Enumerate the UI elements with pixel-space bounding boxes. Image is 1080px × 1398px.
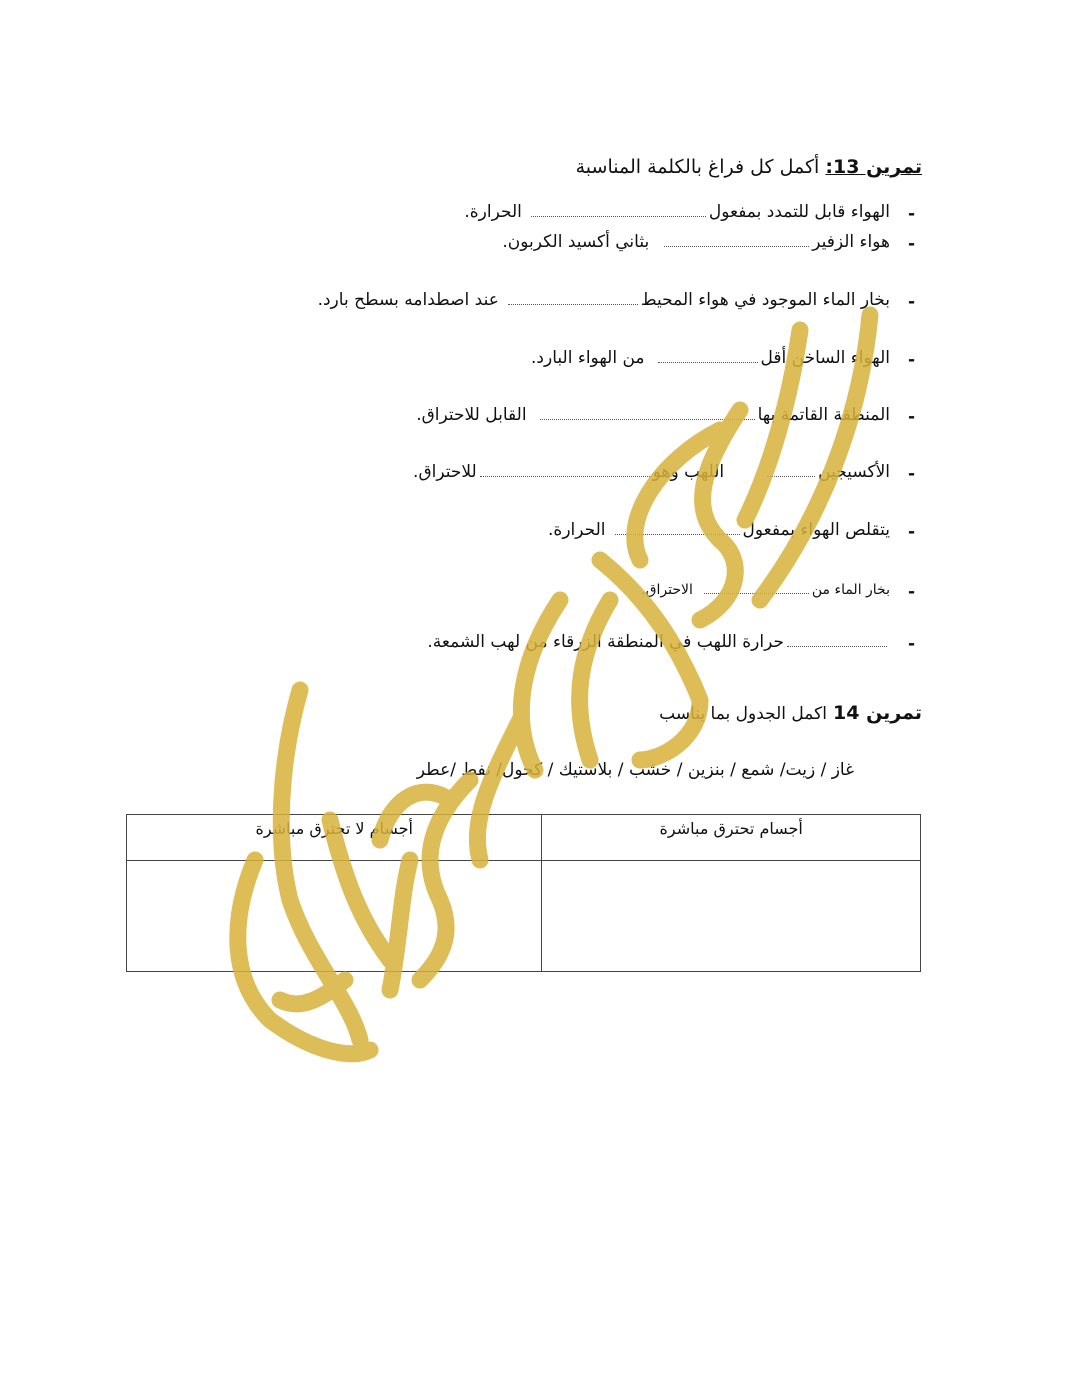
exercise13-label: تمرين 13: <box>825 156 922 178</box>
item-text-after: الحرارة. <box>548 520 606 540</box>
exercise13-item-6 <box>413 462 890 482</box>
exercise13-item-8 <box>641 582 890 598</box>
exercise13-item-7 <box>548 520 890 540</box>
blank-line[interactable] <box>658 361 758 363</box>
exercise14-heading <box>659 702 922 724</box>
blank-line[interactable] <box>615 533 740 535</box>
bullet-dash: - <box>908 464 916 484</box>
exercise13-heading <box>576 156 922 178</box>
item-text-before: بخار الماء من <box>811 582 890 598</box>
exercise14-instruction: اكمل الجدول بما يناسب <box>659 704 827 724</box>
table-row <box>127 861 921 972</box>
exercise13-item-5 <box>416 405 890 425</box>
blank-line[interactable] <box>787 645 887 647</box>
bullet-dash: - <box>908 204 916 224</box>
bullet-dash: - <box>908 292 916 312</box>
table-header-row <box>127 815 921 861</box>
table-cell-burn-directly[interactable] <box>542 861 921 972</box>
item-text-after: عند اصطدامه بسطح بارد. <box>317 290 499 310</box>
bullet-dash: - <box>908 350 916 370</box>
item-text-after: الحرارة. <box>464 202 522 222</box>
item-text-after: بثاني أكسيد الكربون. <box>502 232 650 252</box>
exercise13-instruction: أكمل كل فراغ بالكلمة المناسبة <box>575 156 820 178</box>
watermark-stroke <box>280 980 345 1004</box>
item-text-after: من الهواء البارد. <box>531 348 645 368</box>
exercise13-item-9 <box>427 632 890 652</box>
exercise13-item-1 <box>464 202 890 222</box>
bullet-dash: - <box>908 522 916 542</box>
table-header-burn-directly: أجسام تحترق مباشرة <box>542 815 921 861</box>
blank-line[interactable] <box>767 475 815 477</box>
watermark-stroke <box>580 600 610 760</box>
item-text-middle: اللهب وهو <box>652 462 725 482</box>
table-cell-not-burn-directly[interactable] <box>127 861 542 972</box>
bullet-dash: - <box>908 407 916 427</box>
table-header-not-burn-directly: أجسام لا تحترق مباشرة <box>127 815 542 861</box>
exercise13-item-2 <box>502 232 890 252</box>
exercise13-item-4 <box>531 348 890 368</box>
item-text-before: الهواء قابل للتمدد بمفعول <box>708 202 890 222</box>
blank-line[interactable] <box>480 475 650 477</box>
item-text-before: هواء الزفير <box>812 232 890 252</box>
word-bank: غاز / زيت/ شمع / بنزين / خشب / بلاستيك / كحول/ نفط /عطر <box>416 760 854 780</box>
item-text-after: للاحتراق. <box>413 462 477 482</box>
item-text-before: بخار الماء الموجود في هواء المحيط <box>640 290 890 310</box>
item-text-after: الاحتراق. <box>641 582 693 598</box>
bullet-dash: - <box>908 234 916 254</box>
blank-line[interactable] <box>664 245 809 247</box>
item-text-after: القابل للاحتراق. <box>416 405 527 425</box>
blank-line[interactable] <box>508 303 638 305</box>
item-text-before: يتقلص الهواء بمفعول <box>742 520 890 540</box>
blank-line[interactable] <box>540 418 755 420</box>
bullet-dash: - <box>908 582 916 602</box>
watermark-stroke <box>521 600 560 770</box>
blank-line[interactable] <box>704 592 809 594</box>
blank-line[interactable] <box>531 215 706 217</box>
watermark-stroke <box>635 430 720 560</box>
item-text-before: الأكسيجين <box>818 462 890 482</box>
item-text-before: الهواء الساخن أقل <box>760 348 890 368</box>
item-text-before: المنطقة القاتمة بها <box>757 405 890 425</box>
bullet-dash: - <box>908 634 916 654</box>
item-text-before: حرارة اللهب في المنطقة الزرقاء من لهب الشمعة. <box>427 632 784 652</box>
classification-table <box>126 814 921 972</box>
exercise14-label: تمرين 14 <box>833 702 922 724</box>
exercise13-item-3 <box>318 290 890 310</box>
